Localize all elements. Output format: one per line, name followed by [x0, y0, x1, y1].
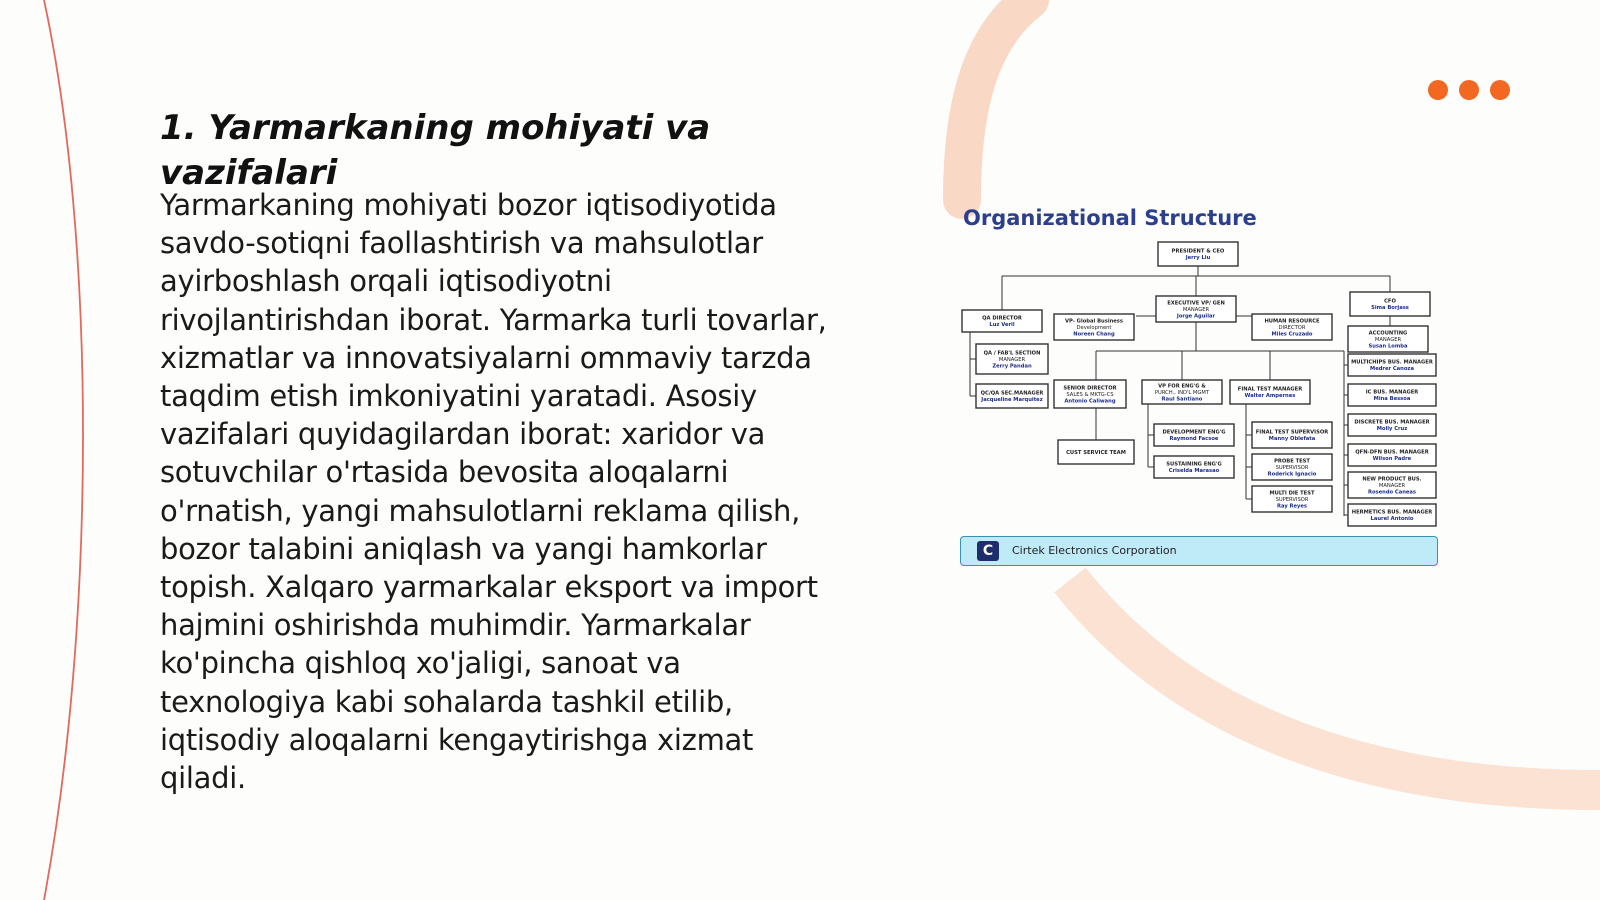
- org-node-text: DISCRETE BUS. MANAGER: [1354, 419, 1430, 426]
- org-node-text: Medrer Canoza: [1370, 366, 1414, 372]
- org-node-text: Antonio Caliwang: [1064, 398, 1116, 405]
- slide-body-text: Yarmarkaning mohiyati bozor iqtisodiyotida savdo-sotiqni faollashtirish va mahsulotlar ayirboshlash orqali iqtisodiyotni rivojlantirishdan iborat. Yarmarka turli tovarlar, xizmatlar va innovatsiyalarni ommaviy tarzda taqdim etish imkoniyatini yaratadi. Asosiy vazifalari quyidagilardan iborat: xaridor va sotuvchilar o'rtasida bevosita aloqalarni o'rnatish, yangi mahsulotlarni reklama qilish, bozor talabini aniqlash va yangi hamkorlar topish. Xalqaro yarmarkalar eksport va import hajmini oshirishda muhimdir. Yarmarkalar ko'pincha qishloq xo'jaligi, sanoat va texnologiya kabi sohalarda tashkil etilib, iqtisodiy aloqalarni kengaytirishga xizmat qiladi.: [160, 188, 827, 796]
- org-node-text: QFN-DFN BUS. MANAGER: [1355, 449, 1429, 456]
- org-node-text: HERMETICS BUS. MANAGER: [1351, 509, 1433, 516]
- org-node-text: QA / FAB'L SECTION: [983, 350, 1041, 357]
- org-node-icbus: [1348, 384, 1436, 406]
- org-node-herm: [1348, 504, 1436, 526]
- org-node-text: Mina Bessoa: [1373, 396, 1411, 402]
- org-node-text: MULTICHIPS BUS. MANAGER: [1351, 359, 1433, 366]
- org-node-text: Molly Cruz: [1376, 426, 1408, 432]
- org-node-text: Wilson Padre: [1372, 456, 1412, 462]
- org-node-qa: [962, 310, 1042, 332]
- org-node-text: DEVELOPMENT ENG'G: [1162, 429, 1226, 436]
- org-node-ftm: [1230, 380, 1310, 404]
- org-node-mcbus: [1348, 354, 1436, 376]
- org-node-text: Manny Oblefata: [1268, 436, 1316, 442]
- org-node-text: MANAGER: [998, 356, 1026, 363]
- org-node-text: Ray Reyes: [1276, 503, 1308, 510]
- org-node-text: Rosendo Caneas: [1367, 489, 1417, 496]
- org-node-evp: [1156, 296, 1236, 322]
- org-node-acct: [1348, 326, 1428, 352]
- org-node-text: NEW PRODUCT BUS.: [1362, 476, 1422, 483]
- org-node-susteng: [1154, 456, 1234, 478]
- orange-arc-top: [962, 0, 1030, 200]
- org-node-newprod: [1348, 472, 1436, 498]
- org-node-multi: [1252, 486, 1332, 512]
- org-node-text: Sima Borjass: [1371, 305, 1409, 311]
- org-node-text: SUPERVISOR: [1275, 496, 1309, 503]
- company-logo-icon: C: [977, 541, 999, 561]
- org-node-cust: [1058, 440, 1134, 464]
- org-chart-footer: [960, 536, 1438, 566]
- org-node-text: Development: [1076, 324, 1112, 331]
- org-chart-title: Organizational Structure: [963, 206, 1257, 230]
- org-node-probe: [1252, 454, 1332, 480]
- org-node-text: Laurel Antonio: [1370, 516, 1414, 522]
- org-node-text: SUSTAINING ENG'G: [1166, 461, 1222, 468]
- org-node-qfnbus: [1348, 444, 1436, 466]
- dot-1: [1428, 80, 1448, 100]
- org-node-cfo: [1350, 292, 1430, 316]
- org-node-text: PRESIDENT & CEO: [1171, 248, 1225, 255]
- org-chart-diagram: [960, 204, 1442, 544]
- org-node-text: FINAL TEST SUPERVISOR: [1255, 429, 1329, 436]
- org-node-text: Raymond Facsoe: [1169, 436, 1219, 442]
- org-node-text: MULTI DIE TEST: [1269, 490, 1315, 497]
- org-node-text: VP FOR ENG'G &: [1158, 383, 1206, 390]
- org-node-text: MANAGER: [1374, 336, 1402, 343]
- dots-indicator: [1428, 80, 1510, 100]
- org-node-qafab: [976, 344, 1048, 374]
- org-node-text: QC/QA SEC.MANAGER: [980, 390, 1044, 397]
- org-node-text: Miles Cruzado: [1271, 331, 1313, 338]
- org-node-qcqa: [976, 384, 1048, 408]
- org-node-ceo: [1158, 242, 1238, 266]
- orange-arc-bottom: [1070, 580, 1600, 790]
- dot-3: [1490, 80, 1510, 100]
- org-node-deveng: [1154, 424, 1234, 446]
- org-node-text: PROBE TEST: [1274, 458, 1310, 465]
- org-node-text: IC BUS. MANAGER: [1365, 389, 1419, 396]
- org-node-hr: [1252, 314, 1332, 340]
- org-node-vpeng: [1142, 380, 1222, 404]
- org-node-text: DIRECTOR: [1278, 324, 1306, 331]
- org-node-text: CFO: [1384, 298, 1396, 305]
- org-node-text: FINAL TEST MANAGER: [1237, 386, 1303, 393]
- slide-title: 1. Yarmarkaning mohiyati va vazifalari: [160, 108, 711, 193]
- org-node-text: SENIOR DIRECTOR: [1063, 385, 1117, 392]
- org-node-text: MANAGER: [1182, 306, 1210, 313]
- org-node-text: Noreen Chang: [1073, 331, 1115, 338]
- org-node-text: Susan Lomba: [1368, 343, 1408, 350]
- org-node-text: Jacqueline Marquitez: [981, 397, 1043, 403]
- org-node-text: Walter Ampernes: [1244, 393, 1296, 399]
- org-node-text: QA DIRECTOR: [982, 315, 1022, 322]
- org-node-text: Roderick Ignacio: [1267, 471, 1317, 478]
- org-node-text: Luz Veril: [989, 322, 1015, 328]
- org-node-text: Jorge Aguilar: [1176, 313, 1216, 320]
- org-chart-image: [960, 204, 1442, 574]
- org-node-text: ACCOUNTING: [1368, 330, 1408, 337]
- org-node-text: SUPERVISOR: [1275, 464, 1309, 471]
- org-node-text: HUMAN RESOURCE: [1264, 318, 1320, 325]
- org-node-vpgb: [1054, 314, 1134, 340]
- org-node-text: Criselda Marasao: [1168, 468, 1220, 474]
- org-node-text: MANAGER: [1378, 482, 1406, 489]
- company-name: Cirtek Electronics Corporation: [1012, 544, 1177, 557]
- org-node-sdir: [1054, 380, 1126, 408]
- org-node-text: Zerry Pandan: [992, 363, 1032, 370]
- org-node-text: PURCH., IND'L MGMT: [1154, 389, 1210, 396]
- org-node-text: SALES & MKTG-CS: [1066, 391, 1114, 398]
- org-node-discbus: [1348, 414, 1436, 436]
- org-node-text: CUST SERVICE TEAM: [1066, 449, 1126, 456]
- org-node-text: VP- Global Business: [1065, 318, 1123, 325]
- org-node-text: Jerry Liu: [1185, 255, 1211, 261]
- left-curve-line: [44, 0, 83, 900]
- org-node-text: EXECUTIVE VP/ GEN: [1167, 300, 1225, 307]
- org-node-ftsup: [1252, 422, 1332, 448]
- org-node-text: Raul Santiano: [1161, 396, 1203, 403]
- dot-2: [1459, 80, 1479, 100]
